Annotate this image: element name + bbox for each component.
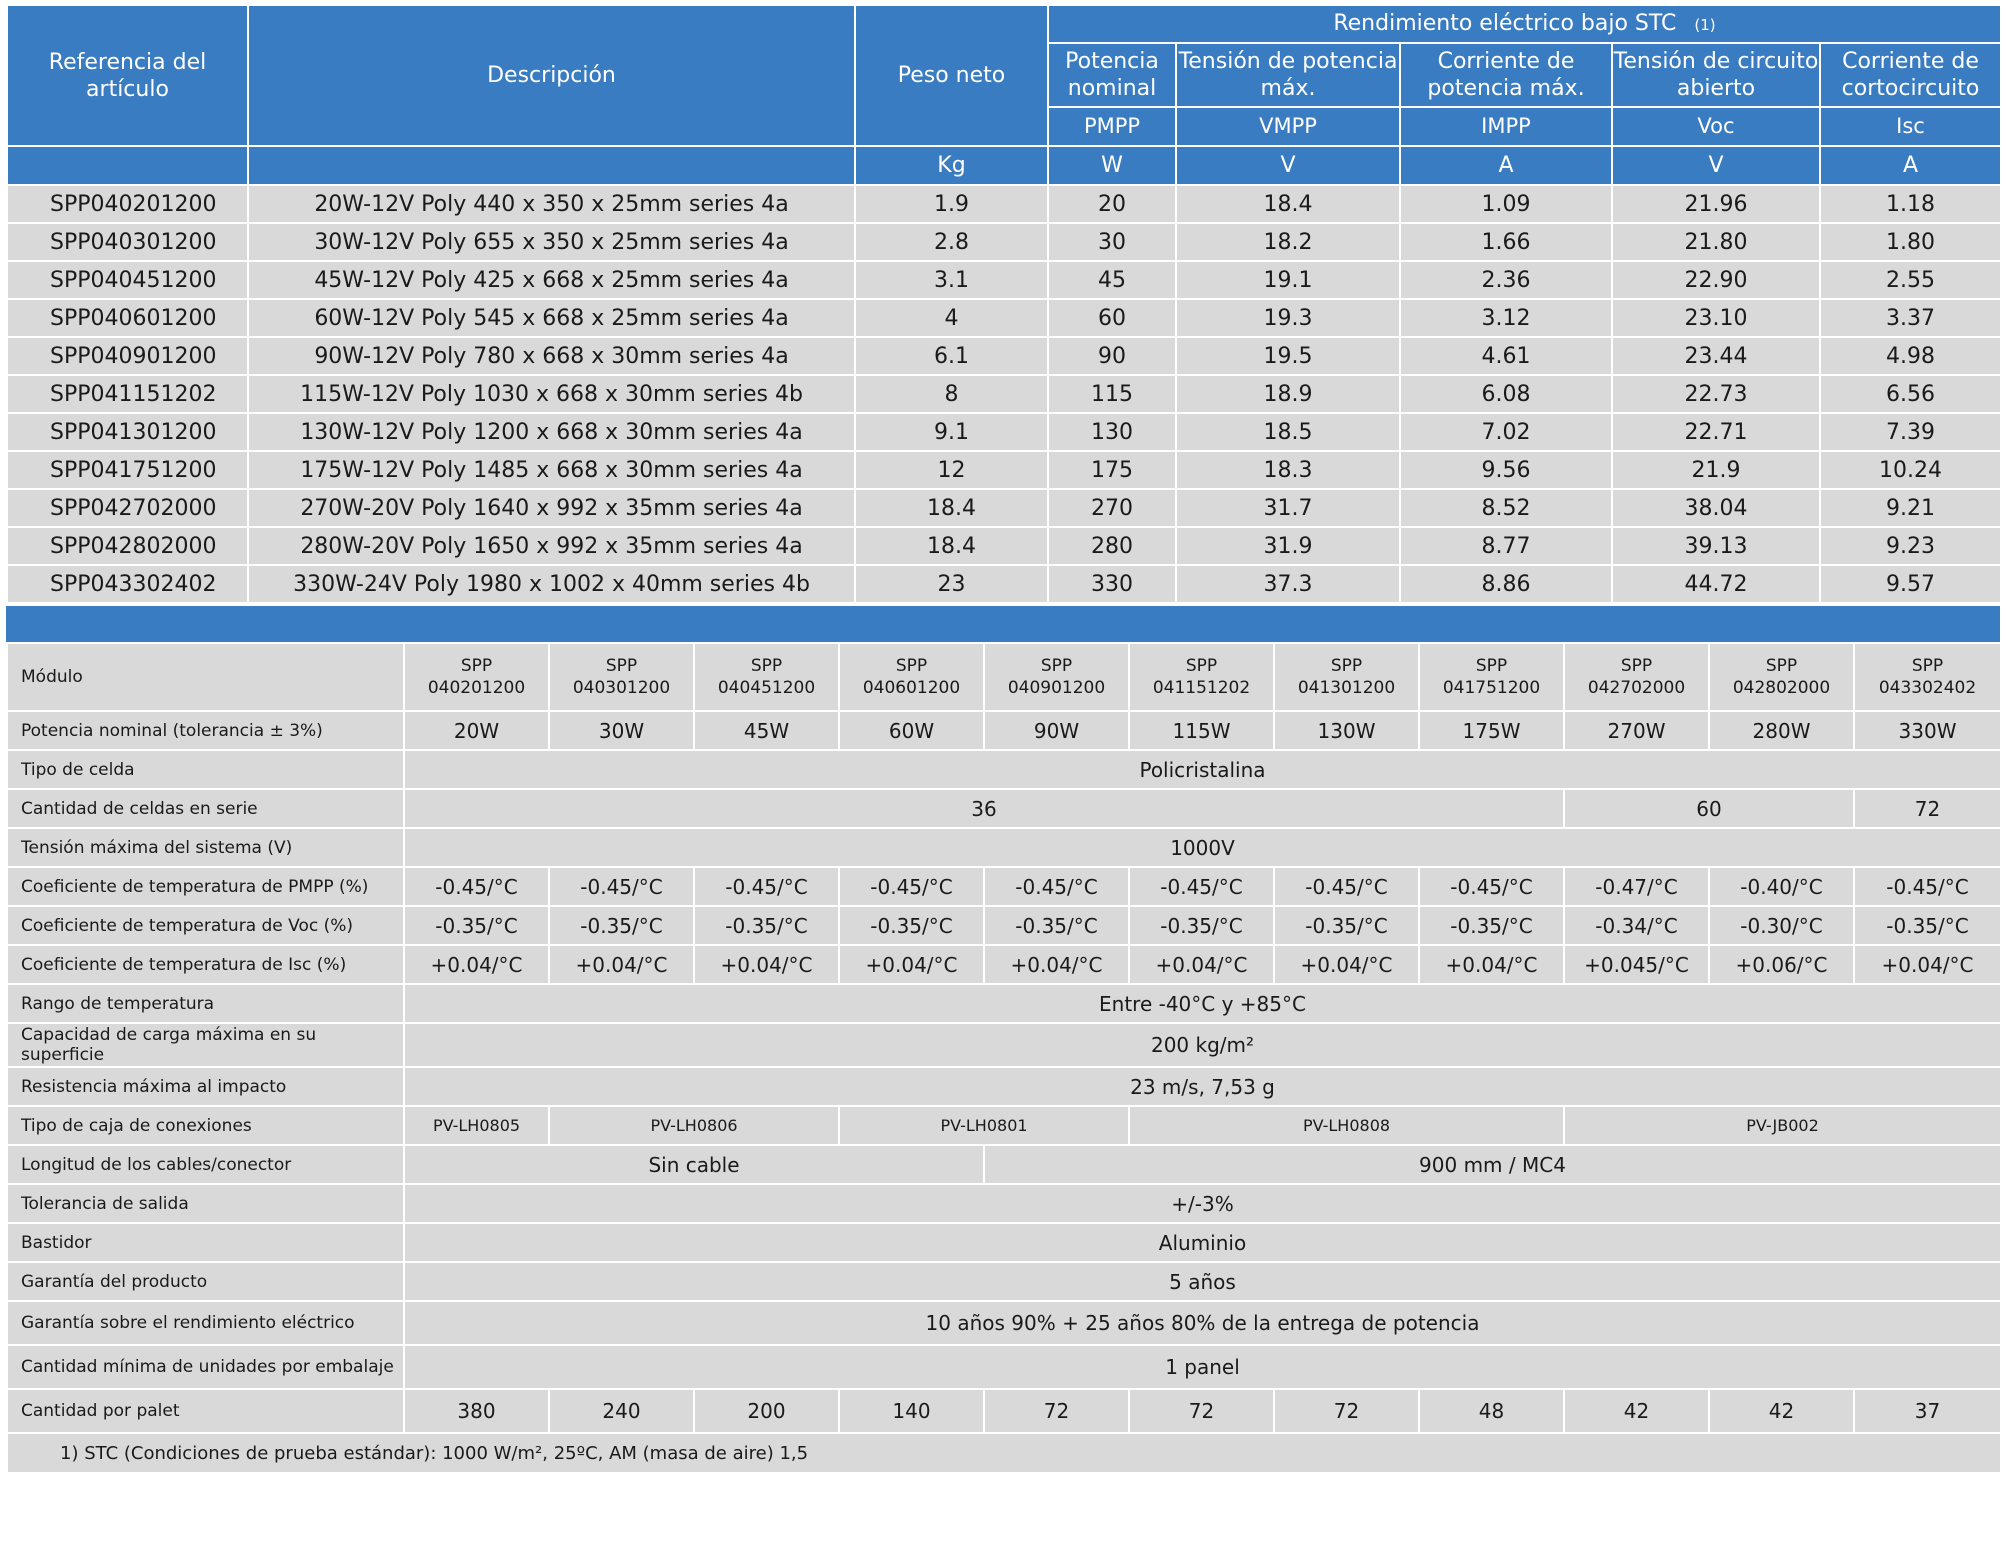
cell-impp: 8.77 bbox=[1400, 527, 1612, 565]
value-caja-0801: PV-LH0801 bbox=[839, 1106, 1129, 1145]
module-code-line2: 040601200 bbox=[862, 678, 961, 698]
cell-isc: 4.98 bbox=[1820, 337, 2001, 375]
table-row bbox=[7, 565, 2001, 603]
label-tolerancia: Tolerancia de salida bbox=[7, 1184, 404, 1223]
cell-impp: 1.09 bbox=[1400, 185, 1612, 223]
header-power: Potencia nominal bbox=[1048, 43, 1176, 107]
value-caja-jb002: PV-JB002 bbox=[1564, 1106, 2001, 1145]
frame-row bbox=[7, 1223, 2001, 1262]
header-stc-group bbox=[1048, 5, 2001, 43]
value-garantia-rend: 10 años 90% + 25 años 80% de la entrega de potencia bbox=[404, 1301, 2001, 1345]
label-cables: Longitud de los cables/conector bbox=[7, 1145, 404, 1184]
cell-description: 90W-12V Poly 780 x 668 x 30mm series 4a bbox=[248, 337, 855, 375]
value-palet: 72 bbox=[984, 1389, 1129, 1433]
table-row bbox=[7, 261, 2001, 299]
cell-vmpp: 19.5 bbox=[1176, 337, 1400, 375]
cell-voc: 21.9 bbox=[1612, 451, 1820, 489]
cell-voc: 23.10 bbox=[1612, 299, 1820, 337]
cell-ref: SPP041751200 bbox=[7, 451, 248, 489]
header-vmpp: Tensión de potencia máx. bbox=[1176, 43, 1400, 107]
module-code-line1: SPP bbox=[1620, 656, 1653, 676]
product-warranty-row bbox=[7, 1262, 2001, 1301]
cell-description: 175W-12V Poly 1485 x 668 x 30mm series 4a bbox=[248, 451, 855, 489]
cell-impp: 8.86 bbox=[1400, 565, 1612, 603]
value-coef-pmpp: -0.45/°C bbox=[1129, 867, 1274, 906]
symbol-impp: IMPP bbox=[1400, 107, 1612, 146]
cell-description: 20W-12V Poly 440 x 350 x 25mm series 4a bbox=[248, 185, 855, 223]
symbol-isc: Isc bbox=[1820, 107, 2001, 146]
value-palet: 37 bbox=[1854, 1389, 2001, 1433]
cell-description: 280W-20V Poly 1650 x 992 x 35mm series 4a bbox=[248, 527, 855, 565]
cell-power: 270 bbox=[1048, 489, 1176, 527]
stc-footnote-ref: (1) bbox=[1694, 15, 1716, 34]
cell-voc: 22.71 bbox=[1612, 413, 1820, 451]
cell-weight: 6.1 bbox=[855, 337, 1048, 375]
cell-weight: 3.1 bbox=[855, 261, 1048, 299]
module-code-line1: SPP bbox=[1911, 656, 1944, 676]
cell-description: 115W-12V Poly 1030 x 668 x 30mm series 4b bbox=[248, 375, 855, 413]
module-code bbox=[1854, 643, 2001, 711]
value-potencia: 175W bbox=[1419, 711, 1564, 750]
value-garantia-prod: 5 años bbox=[404, 1262, 2001, 1301]
value-coef-voc: -0.35/°C bbox=[1419, 906, 1564, 945]
value-caja-0808: PV-LH0808 bbox=[1129, 1106, 1564, 1145]
label-rango-temp: Rango de temperatura bbox=[7, 984, 404, 1023]
cell-ref: SPP040201200 bbox=[7, 185, 248, 223]
module-code bbox=[839, 643, 984, 711]
cell-impp: 3.12 bbox=[1400, 299, 1612, 337]
cell-type-row bbox=[7, 750, 2001, 789]
value-coef-voc: -0.35/°C bbox=[839, 906, 984, 945]
value-coef-pmpp: -0.45/°C bbox=[1854, 867, 2001, 906]
header-voc: Tensión de circuito abierto bbox=[1612, 43, 1820, 107]
cell-isc: 10.24 bbox=[1820, 451, 2001, 489]
value-coef-pmpp: -0.40/°C bbox=[1709, 867, 1854, 906]
value-coef-voc: -0.34/°C bbox=[1564, 906, 1709, 945]
value-palet: 380 bbox=[404, 1389, 549, 1433]
value-coef-isc: +0.04/°C bbox=[839, 945, 984, 984]
value-coef-isc: +0.04/°C bbox=[984, 945, 1129, 984]
label-impacto: Resistencia máxima al impacto bbox=[7, 1067, 404, 1106]
module-code bbox=[404, 643, 549, 711]
value-palet: 240 bbox=[549, 1389, 694, 1433]
table-row bbox=[7, 337, 2001, 375]
cell-isc: 9.57 bbox=[1820, 565, 2001, 603]
value-potencia: 115W bbox=[1129, 711, 1274, 750]
electrical-table-body bbox=[7, 185, 2001, 603]
cell-weight: 2.8 bbox=[855, 223, 1048, 261]
table-row bbox=[7, 413, 2001, 451]
module-code-line2: 040901200 bbox=[1007, 678, 1106, 698]
module-code-line2: 040301200 bbox=[572, 678, 671, 698]
footnote-row bbox=[7, 1433, 2001, 1473]
module-code bbox=[1274, 643, 1419, 711]
label-palet: Cantidad por palet bbox=[7, 1389, 404, 1433]
cell-power: 45 bbox=[1048, 261, 1176, 299]
specifications-table bbox=[6, 642, 2002, 1474]
value-palet: 42 bbox=[1709, 1389, 1854, 1433]
value-coef-voc: -0.35/°C bbox=[1854, 906, 2001, 945]
unit-empty bbox=[7, 146, 248, 185]
cell-voc: 39.13 bbox=[1612, 527, 1820, 565]
cell-description: 330W-24V Poly 1980 x 1002 x 40mm series 4b bbox=[248, 565, 855, 603]
value-coef-pmpp: -0.47/°C bbox=[1564, 867, 1709, 906]
value-coef-isc: +0.045/°C bbox=[1564, 945, 1709, 984]
module-code bbox=[1129, 643, 1274, 711]
value-tolerancia: +/-3% bbox=[404, 1184, 2001, 1223]
cell-voc: 44.72 bbox=[1612, 565, 1820, 603]
label-min-unidades: Cantidad mínima de unidades por embalaje bbox=[7, 1345, 404, 1389]
value-coef-isc: +0.04/°C bbox=[549, 945, 694, 984]
label-coef-voc: Coeficiente de temperatura de Voc (%) bbox=[7, 906, 404, 945]
value-potencia: 20W bbox=[404, 711, 549, 750]
output-tolerance-row bbox=[7, 1184, 2001, 1223]
cell-voc: 22.73 bbox=[1612, 375, 1820, 413]
value-palet: 140 bbox=[839, 1389, 984, 1433]
value-rango-temp: Entre -40°C y +85°C bbox=[404, 984, 2001, 1023]
cell-isc: 7.39 bbox=[1820, 413, 2001, 451]
label-garantia-rend: Garantía sobre el rendimiento eléctrico bbox=[7, 1301, 404, 1345]
module-row bbox=[7, 643, 2001, 711]
value-potencia: 60W bbox=[839, 711, 984, 750]
cell-vmpp: 18.5 bbox=[1176, 413, 1400, 451]
value-coef-pmpp: -0.45/°C bbox=[694, 867, 839, 906]
module-code bbox=[549, 643, 694, 711]
value-cables-sin: Sin cable bbox=[404, 1145, 984, 1184]
module-code-line1: SPP bbox=[895, 656, 928, 676]
value-coef-voc: -0.35/°C bbox=[549, 906, 694, 945]
value-potencia: 130W bbox=[1274, 711, 1419, 750]
datasheet bbox=[6, 4, 2000, 1474]
module-code-line1: SPP bbox=[605, 656, 638, 676]
cell-impp: 9.56 bbox=[1400, 451, 1612, 489]
cell-weight: 1.9 bbox=[855, 185, 1048, 223]
label-garantia-prod: Garantía del producto bbox=[7, 1262, 404, 1301]
cell-weight: 18.4 bbox=[855, 527, 1048, 565]
value-palet: 48 bbox=[1419, 1389, 1564, 1433]
module-code-line1: SPP bbox=[460, 656, 493, 676]
pallet-row bbox=[7, 1389, 2001, 1433]
value-potencia: 45W bbox=[694, 711, 839, 750]
cell-ref: SPP040901200 bbox=[7, 337, 248, 375]
section-divider-band bbox=[6, 606, 2000, 642]
value-caja-0806: PV-LH0806 bbox=[549, 1106, 839, 1145]
cell-voc: 38.04 bbox=[1612, 489, 1820, 527]
value-carga-max: 200 kg/m² bbox=[404, 1023, 2001, 1067]
module-code bbox=[1709, 643, 1854, 711]
cell-power: 330 bbox=[1048, 565, 1176, 603]
module-code-line2: 042702000 bbox=[1587, 678, 1686, 698]
cell-impp: 4.61 bbox=[1400, 337, 1612, 375]
temp-range-row bbox=[7, 984, 2001, 1023]
cell-description: 60W-12V Poly 545 x 668 x 25mm series 4a bbox=[248, 299, 855, 337]
cell-description: 45W-12V Poly 425 x 668 x 25mm series 4a bbox=[248, 261, 855, 299]
value-coef-voc: -0.35/°C bbox=[1274, 906, 1419, 945]
value-coef-pmpp: -0.45/°C bbox=[839, 867, 984, 906]
header-isc: Corriente de cortocircuito bbox=[1820, 43, 2001, 107]
value-palet: 72 bbox=[1129, 1389, 1274, 1433]
stc-group-title: Rendimiento eléctrico bajo STC bbox=[1333, 10, 1677, 36]
table-row bbox=[7, 223, 2001, 261]
cell-power: 130 bbox=[1048, 413, 1176, 451]
max-voltage-row bbox=[7, 828, 2001, 867]
cell-isc: 9.21 bbox=[1820, 489, 2001, 527]
cell-power: 90 bbox=[1048, 337, 1176, 375]
label-bastidor: Bastidor bbox=[7, 1223, 404, 1262]
module-code-line1: SPP bbox=[1040, 656, 1073, 676]
value-palet: 200 bbox=[694, 1389, 839, 1433]
cell-vmpp: 37.3 bbox=[1176, 565, 1400, 603]
min-units-row bbox=[7, 1345, 2001, 1389]
cell-vmpp: 18.2 bbox=[1176, 223, 1400, 261]
electrical-performance-table bbox=[6, 4, 2002, 604]
value-bastidor: Aluminio bbox=[404, 1223, 2001, 1262]
module-code-line2: 041301200 bbox=[1297, 678, 1396, 698]
module-code-line1: SPP bbox=[750, 656, 783, 676]
value-celdas-60: 60 bbox=[1564, 789, 1854, 828]
performance-warranty-row bbox=[7, 1301, 2001, 1345]
unit-a: A bbox=[1400, 146, 1612, 185]
value-potencia: 90W bbox=[984, 711, 1129, 750]
cell-ref: SPP042802000 bbox=[7, 527, 248, 565]
power-row bbox=[7, 711, 2001, 750]
cell-power: 20 bbox=[1048, 185, 1176, 223]
header-ref: Referencia del artículo bbox=[7, 5, 248, 146]
cell-isc: 3.37 bbox=[1820, 299, 2001, 337]
cell-impp: 7.02 bbox=[1400, 413, 1612, 451]
module-code-line2: 040201200 bbox=[427, 678, 526, 698]
cell-description: 30W-12V Poly 655 x 350 x 25mm series 4a bbox=[248, 223, 855, 261]
table-row bbox=[7, 527, 2001, 565]
module-code-line2: 041151202 bbox=[1152, 678, 1251, 698]
table-row bbox=[7, 299, 2001, 337]
value-potencia: 330W bbox=[1854, 711, 2001, 750]
value-palet: 72 bbox=[1274, 1389, 1419, 1433]
cell-weight: 4 bbox=[855, 299, 1048, 337]
value-coef-pmpp: -0.45/°C bbox=[404, 867, 549, 906]
module-code-line2: 043302402 bbox=[1878, 678, 1977, 698]
table-row bbox=[7, 185, 2001, 223]
cell-description: 130W-12V Poly 1200 x 668 x 30mm series 4a bbox=[248, 413, 855, 451]
cell-vmpp: 31.9 bbox=[1176, 527, 1400, 565]
value-potencia: 30W bbox=[549, 711, 694, 750]
value-coef-isc: +0.04/°C bbox=[1854, 945, 2001, 984]
cell-voc: 21.80 bbox=[1612, 223, 1820, 261]
cell-isc: 9.23 bbox=[1820, 527, 2001, 565]
cell-voc: 21.96 bbox=[1612, 185, 1820, 223]
cell-impp: 2.36 bbox=[1400, 261, 1612, 299]
cell-isc: 2.55 bbox=[1820, 261, 2001, 299]
cell-impp: 1.66 bbox=[1400, 223, 1612, 261]
cell-ref: SPP040301200 bbox=[7, 223, 248, 261]
cell-weight: 12 bbox=[855, 451, 1048, 489]
value-coef-voc: -0.35/°C bbox=[984, 906, 1129, 945]
value-min-unidades: 1 panel bbox=[404, 1345, 2001, 1389]
value-coef-isc: +0.04/°C bbox=[404, 945, 549, 984]
module-code bbox=[984, 643, 1129, 711]
unit-w: W bbox=[1048, 146, 1176, 185]
module-code bbox=[1419, 643, 1564, 711]
label-tension-max: Tensión máxima del sistema (V) bbox=[7, 828, 404, 867]
module-code-line2: 042802000 bbox=[1732, 678, 1831, 698]
cell-vmpp: 18.9 bbox=[1176, 375, 1400, 413]
junction-box-row bbox=[7, 1106, 2001, 1145]
cell-ref: SPP040601200 bbox=[7, 299, 248, 337]
value-coef-pmpp: -0.45/°C bbox=[1274, 867, 1419, 906]
table-row bbox=[7, 375, 2001, 413]
value-coef-pmpp: -0.45/°C bbox=[549, 867, 694, 906]
label-modulo: Módulo bbox=[7, 643, 404, 711]
value-coef-isc: +0.04/°C bbox=[694, 945, 839, 984]
module-code-line2: 040451200 bbox=[717, 678, 816, 698]
module-code-line1: SPP bbox=[1765, 656, 1798, 676]
label-caja: Tipo de caja de conexiones bbox=[7, 1106, 404, 1145]
label-celdas-serie: Cantidad de celdas en serie bbox=[7, 789, 404, 828]
footnote: 1) STC (Condiciones de prueba estándar): 1000 W/m², 25ºC, AM (masa de aire) 1,5 bbox=[7, 1433, 2001, 1473]
label-potencia: Potencia nominal (tolerancia ± 3%) bbox=[7, 711, 404, 750]
header-weight: Peso neto bbox=[855, 5, 1048, 146]
value-coef-voc: -0.30/°C bbox=[1709, 906, 1854, 945]
module-code-line2: 041751200 bbox=[1442, 678, 1541, 698]
label-coef-pmpp: Coeficiente de temperatura de PMPP (%) bbox=[7, 867, 404, 906]
cell-weight: 8 bbox=[855, 375, 1048, 413]
module-code bbox=[694, 643, 839, 711]
value-potencia: 280W bbox=[1709, 711, 1854, 750]
cell-vmpp: 19.3 bbox=[1176, 299, 1400, 337]
value-tipo-celda: Policristalina bbox=[404, 750, 2001, 789]
label-coef-isc: Coeficiente de temperatura de Isc (%) bbox=[7, 945, 404, 984]
header-description: Descripción bbox=[248, 5, 855, 146]
value-celdas-36: 36 bbox=[404, 789, 1564, 828]
cell-isc: 6.56 bbox=[1820, 375, 2001, 413]
value-coef-voc: -0.35/°C bbox=[404, 906, 549, 945]
cell-voc: 23.44 bbox=[1612, 337, 1820, 375]
cell-isc: 1.18 bbox=[1820, 185, 2001, 223]
table-row bbox=[7, 489, 2001, 527]
cell-power: 280 bbox=[1048, 527, 1176, 565]
label-carga-max: Capacidad de carga máxima en su superficie bbox=[7, 1023, 404, 1067]
cell-weight: 9.1 bbox=[855, 413, 1048, 451]
coef-voc-row bbox=[7, 906, 2001, 945]
cell-isc: 1.80 bbox=[1820, 223, 2001, 261]
symbol-voc: Voc bbox=[1612, 107, 1820, 146]
value-potencia: 270W bbox=[1564, 711, 1709, 750]
coef-pmpp-row bbox=[7, 867, 2001, 906]
value-coef-isc: +0.04/°C bbox=[1419, 945, 1564, 984]
cell-weight: 23 bbox=[855, 565, 1048, 603]
impact-row bbox=[7, 1067, 2001, 1106]
cell-weight: 18.4 bbox=[855, 489, 1048, 527]
value-tension-max: 1000V bbox=[404, 828, 2001, 867]
cell-vmpp: 19.1 bbox=[1176, 261, 1400, 299]
cell-ref: SPP042702000 bbox=[7, 489, 248, 527]
cell-power: 115 bbox=[1048, 375, 1176, 413]
cell-vmpp: 18.4 bbox=[1176, 185, 1400, 223]
value-cables-mc4: 900 mm / MC4 bbox=[984, 1145, 2001, 1184]
value-caja-0805: PV-LH0805 bbox=[404, 1106, 549, 1145]
cells-series-row bbox=[7, 789, 2001, 828]
value-coef-isc: +0.04/°C bbox=[1129, 945, 1274, 984]
unit-v: V bbox=[1612, 146, 1820, 185]
cell-description: 270W-20V Poly 1640 x 992 x 35mm series 4a bbox=[248, 489, 855, 527]
value-impacto: 23 m/s, 7,53 g bbox=[404, 1067, 2001, 1106]
unit-v: V bbox=[1176, 146, 1400, 185]
max-load-row bbox=[7, 1023, 2001, 1067]
value-coef-isc: +0.04/°C bbox=[1274, 945, 1419, 984]
cables-row bbox=[7, 1145, 2001, 1184]
header-impp: Corriente de potencia máx. bbox=[1400, 43, 1612, 107]
cell-ref: SPP040451200 bbox=[7, 261, 248, 299]
module-code-line1: SPP bbox=[1475, 656, 1508, 676]
module-code-line1: SPP bbox=[1185, 656, 1218, 676]
cell-impp: 6.08 bbox=[1400, 375, 1612, 413]
cell-impp: 8.52 bbox=[1400, 489, 1612, 527]
value-palet: 42 bbox=[1564, 1389, 1709, 1433]
value-coef-pmpp: -0.45/°C bbox=[984, 867, 1129, 906]
cell-ref: SPP041151202 bbox=[7, 375, 248, 413]
cell-power: 30 bbox=[1048, 223, 1176, 261]
symbol-pmpp: PMPP bbox=[1048, 107, 1176, 146]
coef-isc-row bbox=[7, 945, 2001, 984]
symbol-vmpp: VMPP bbox=[1176, 107, 1400, 146]
cell-vmpp: 31.7 bbox=[1176, 489, 1400, 527]
unit-a: A bbox=[1820, 146, 2001, 185]
cell-ref: SPP043302402 bbox=[7, 565, 248, 603]
cell-power: 60 bbox=[1048, 299, 1176, 337]
cell-vmpp: 18.3 bbox=[1176, 451, 1400, 489]
label-tipo-celda: Tipo de celda bbox=[7, 750, 404, 789]
value-coef-pmpp: -0.45/°C bbox=[1419, 867, 1564, 906]
cell-ref: SPP041301200 bbox=[7, 413, 248, 451]
module-code-line1: SPP bbox=[1330, 656, 1363, 676]
cell-power: 175 bbox=[1048, 451, 1176, 489]
value-coef-voc: -0.35/°C bbox=[1129, 906, 1274, 945]
value-coef-isc: +0.06/°C bbox=[1709, 945, 1854, 984]
value-coef-voc: -0.35/°C bbox=[694, 906, 839, 945]
unit-kg: Kg bbox=[855, 146, 1048, 185]
value-celdas-72: 72 bbox=[1854, 789, 2001, 828]
module-code bbox=[1564, 643, 1709, 711]
unit-empty bbox=[248, 146, 855, 185]
cell-voc: 22.90 bbox=[1612, 261, 1820, 299]
table-row bbox=[7, 451, 2001, 489]
